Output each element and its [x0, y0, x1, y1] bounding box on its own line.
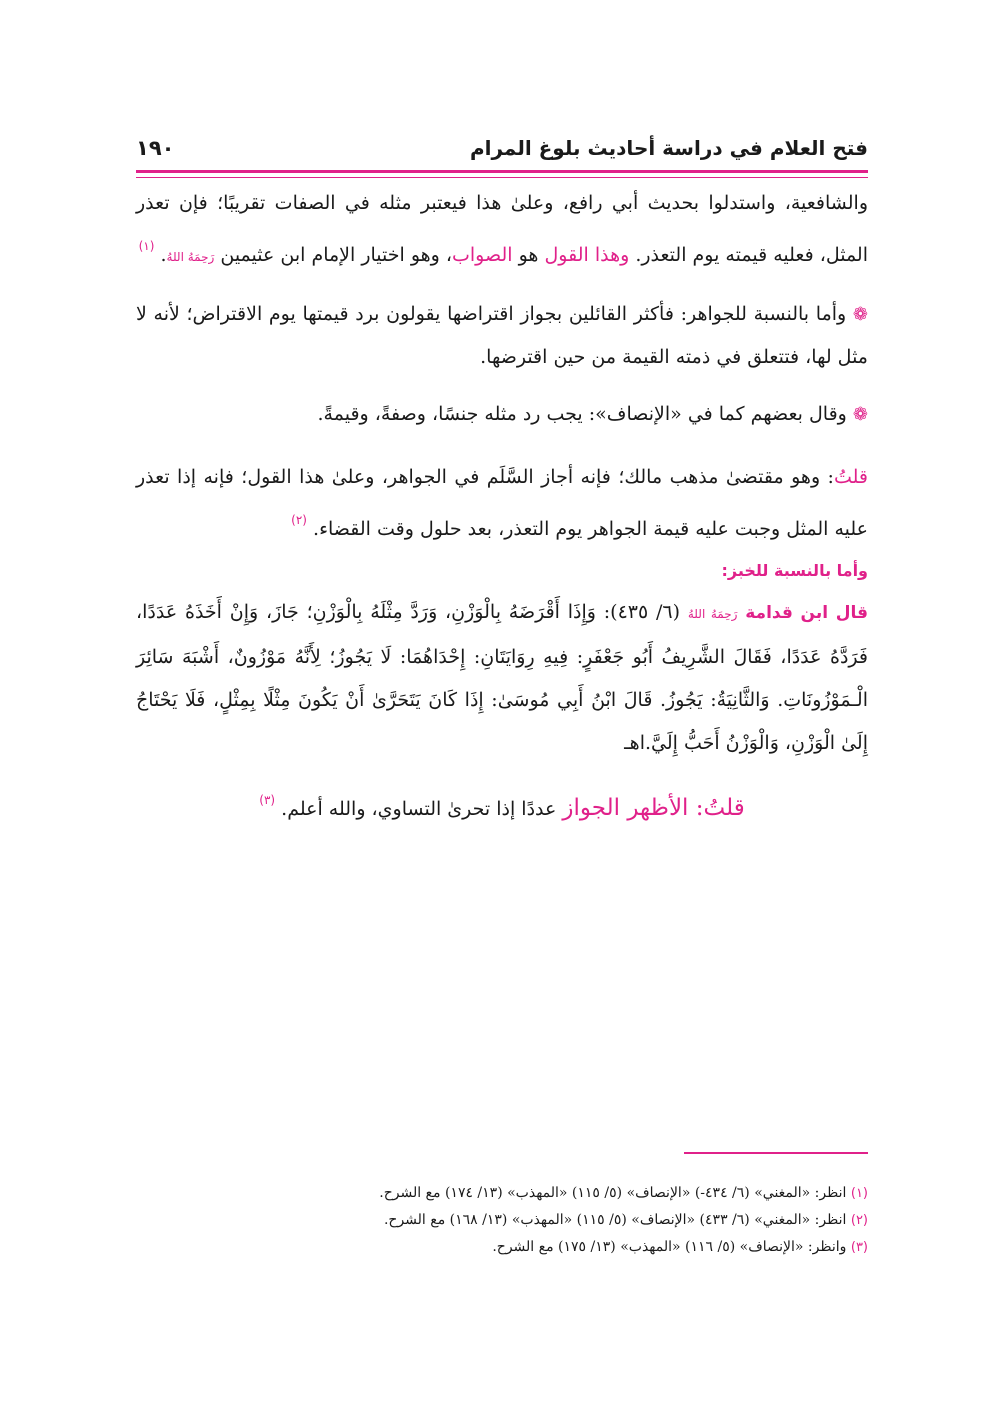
footnote-ref-1[interactable]: (١) [138, 239, 155, 253]
honorific-glyph: رَحِمَهُ اللهُ [166, 250, 215, 264]
paragraph-qultu [136, 456, 868, 551]
spacer [136, 765, 868, 779]
highlight-correct: الصواب [452, 244, 513, 266]
footnote-3 [136, 1234, 868, 1261]
footnote-ref-2[interactable]: (٢) [291, 513, 307, 527]
footnote-number: (٣) [850, 1240, 868, 1255]
paragraph-text: ، وهو اختيار الإمام ابن عثيمين [220, 244, 453, 266]
spacer [136, 436, 868, 456]
paragraph-ibn-qudama [136, 591, 868, 765]
footnote-text: انظر: «المغني» (٦/ ٤٣٣) «الإنصاف» (٥/ ١١٥) «المهذب» (١٣/ ١٦٨) مع الشرح. [383, 1212, 847, 1228]
footnote-2 [136, 1207, 868, 1234]
header-rule-thick [136, 170, 868, 173]
paragraph-text: : وهو مقتضىٰ مذهب مالك؛ فإنه أجاز السَّلَم في الجواهر، وعلىٰ هذا القول؛ فإنه إذا تعذر عليه المثل وجبت عليه قيمة الجواهر يوم التعذر، بعد حلول وقت القضاء. [136, 466, 868, 540]
spacer [136, 379, 868, 393]
footnote-ref-3[interactable]: (٣) [259, 793, 276, 807]
bullet-text: وأما بالنسبة للجواهر: فأكثر القائلين بجواز اقتراضها يقولون برد قيمتها يوم الاقتراض؛ لأنه لا مثل لها، فتتعلق في ذمته القيمة من حين اقترضها. [136, 303, 868, 368]
full-stop: . [160, 244, 167, 266]
page-number: ١٩٠ [136, 136, 175, 160]
page-body [136, 182, 868, 831]
honorific-glyph: رَحِمَهُ اللهُ [687, 607, 738, 621]
footnote-number: (٢) [850, 1213, 868, 1228]
paragraph-text: هو [518, 244, 539, 266]
ibn-qudama-label: قال ابن قدامة [745, 603, 868, 623]
bullet-jewels [136, 293, 868, 379]
paragraph-text: والشافعية، واستدلوا بحديث أبي رافع، وعلىٰ هذا فيعتبر مثله في الصفات تقريبًا؛ فإن تعذر المثل، فعليه قيمته يوم التعذر. [136, 192, 868, 266]
flower-bullet-icon: ❁ [852, 304, 868, 325]
footnote-separator [684, 1152, 868, 1154]
footnotes [136, 1180, 868, 1261]
footnote-text: انظر: «المغني» (٦/ ٤٣٤-) «الإنصاف» (٥/ ١١٥) «المهذب» (١٣/ ١٧٤) مع الشرح. [379, 1185, 847, 1201]
footnote-1 [136, 1180, 868, 1207]
quote-text: (٦/ ٤٣٥): وَإِذَا أَقْرَضَهُ بِالْوَزْنِ، وَرَدَّ مِثْلَهُ بِالْوَزْنِ؛ جَازَ، وَإِنْ أَخَذَهُ عَدَدًا، فَرَدَّهُ عَدَدًا، فَقَالَ الشَّرِيفُ أَبُو جَعْفَرٍ: فِيهِ رِوَايَتَانِ: إِحْدَاهُمَا: لَا يَجُوزُ؛ لِأَنَّهُ مَوْزُونٌ، أَشْبَهَ سَائِرَ الْـمَوْزُونَاتِ. وَالثَّانِيَةُ: يَجُوزُ. قَالَ ابْنُ أَبِي مُوسَىٰ: إِذَا كَانَ يَتَحَرَّىٰ أَنْ يَكُونَ مِثْلًا بِمِثْلٍ، فَلَا يَحْتَاجُ إِلَىٰ الْوَزْنِ، وَالْوَزْنُ أَحَبُّ إِلَيَّ.اهـ [136, 601, 868, 754]
spacer [136, 279, 868, 293]
footnote-text: وانظر: «الإنصاف» (٥/ ١١٦) «المهذب» (١٣/ ١٧٥) مع الشرح. [492, 1239, 847, 1255]
bullet-insaf [136, 393, 868, 436]
highlight-this-opinion: وهذا القول [544, 244, 630, 266]
footnote-number: (١) [850, 1186, 868, 1201]
paragraph-shafii [136, 182, 868, 279]
header-rule-thin [136, 177, 868, 178]
page-header [136, 128, 868, 168]
paragraph-conclusion [136, 779, 868, 831]
running-title: فتح العلام في دراسة أحاديث بلوغ المرام [469, 136, 868, 160]
conclusion-label: قلتُ: الأظهر الجواز [562, 795, 745, 821]
flower-bullet-icon: ❁ [852, 404, 868, 425]
qultu-label: قلتُ [833, 466, 868, 488]
paragraph-text: عددًا إذا تحرىٰ التساوي، والله أعلم. [281, 798, 557, 820]
bullet-text: وقال بعضهم كما في «الإنصاف»: يجب رد مثله جنسًا، وصفةً، وقيمةً. [317, 403, 847, 425]
section-heading-bread: وأما بالنسبة للخبز: [721, 561, 868, 580]
